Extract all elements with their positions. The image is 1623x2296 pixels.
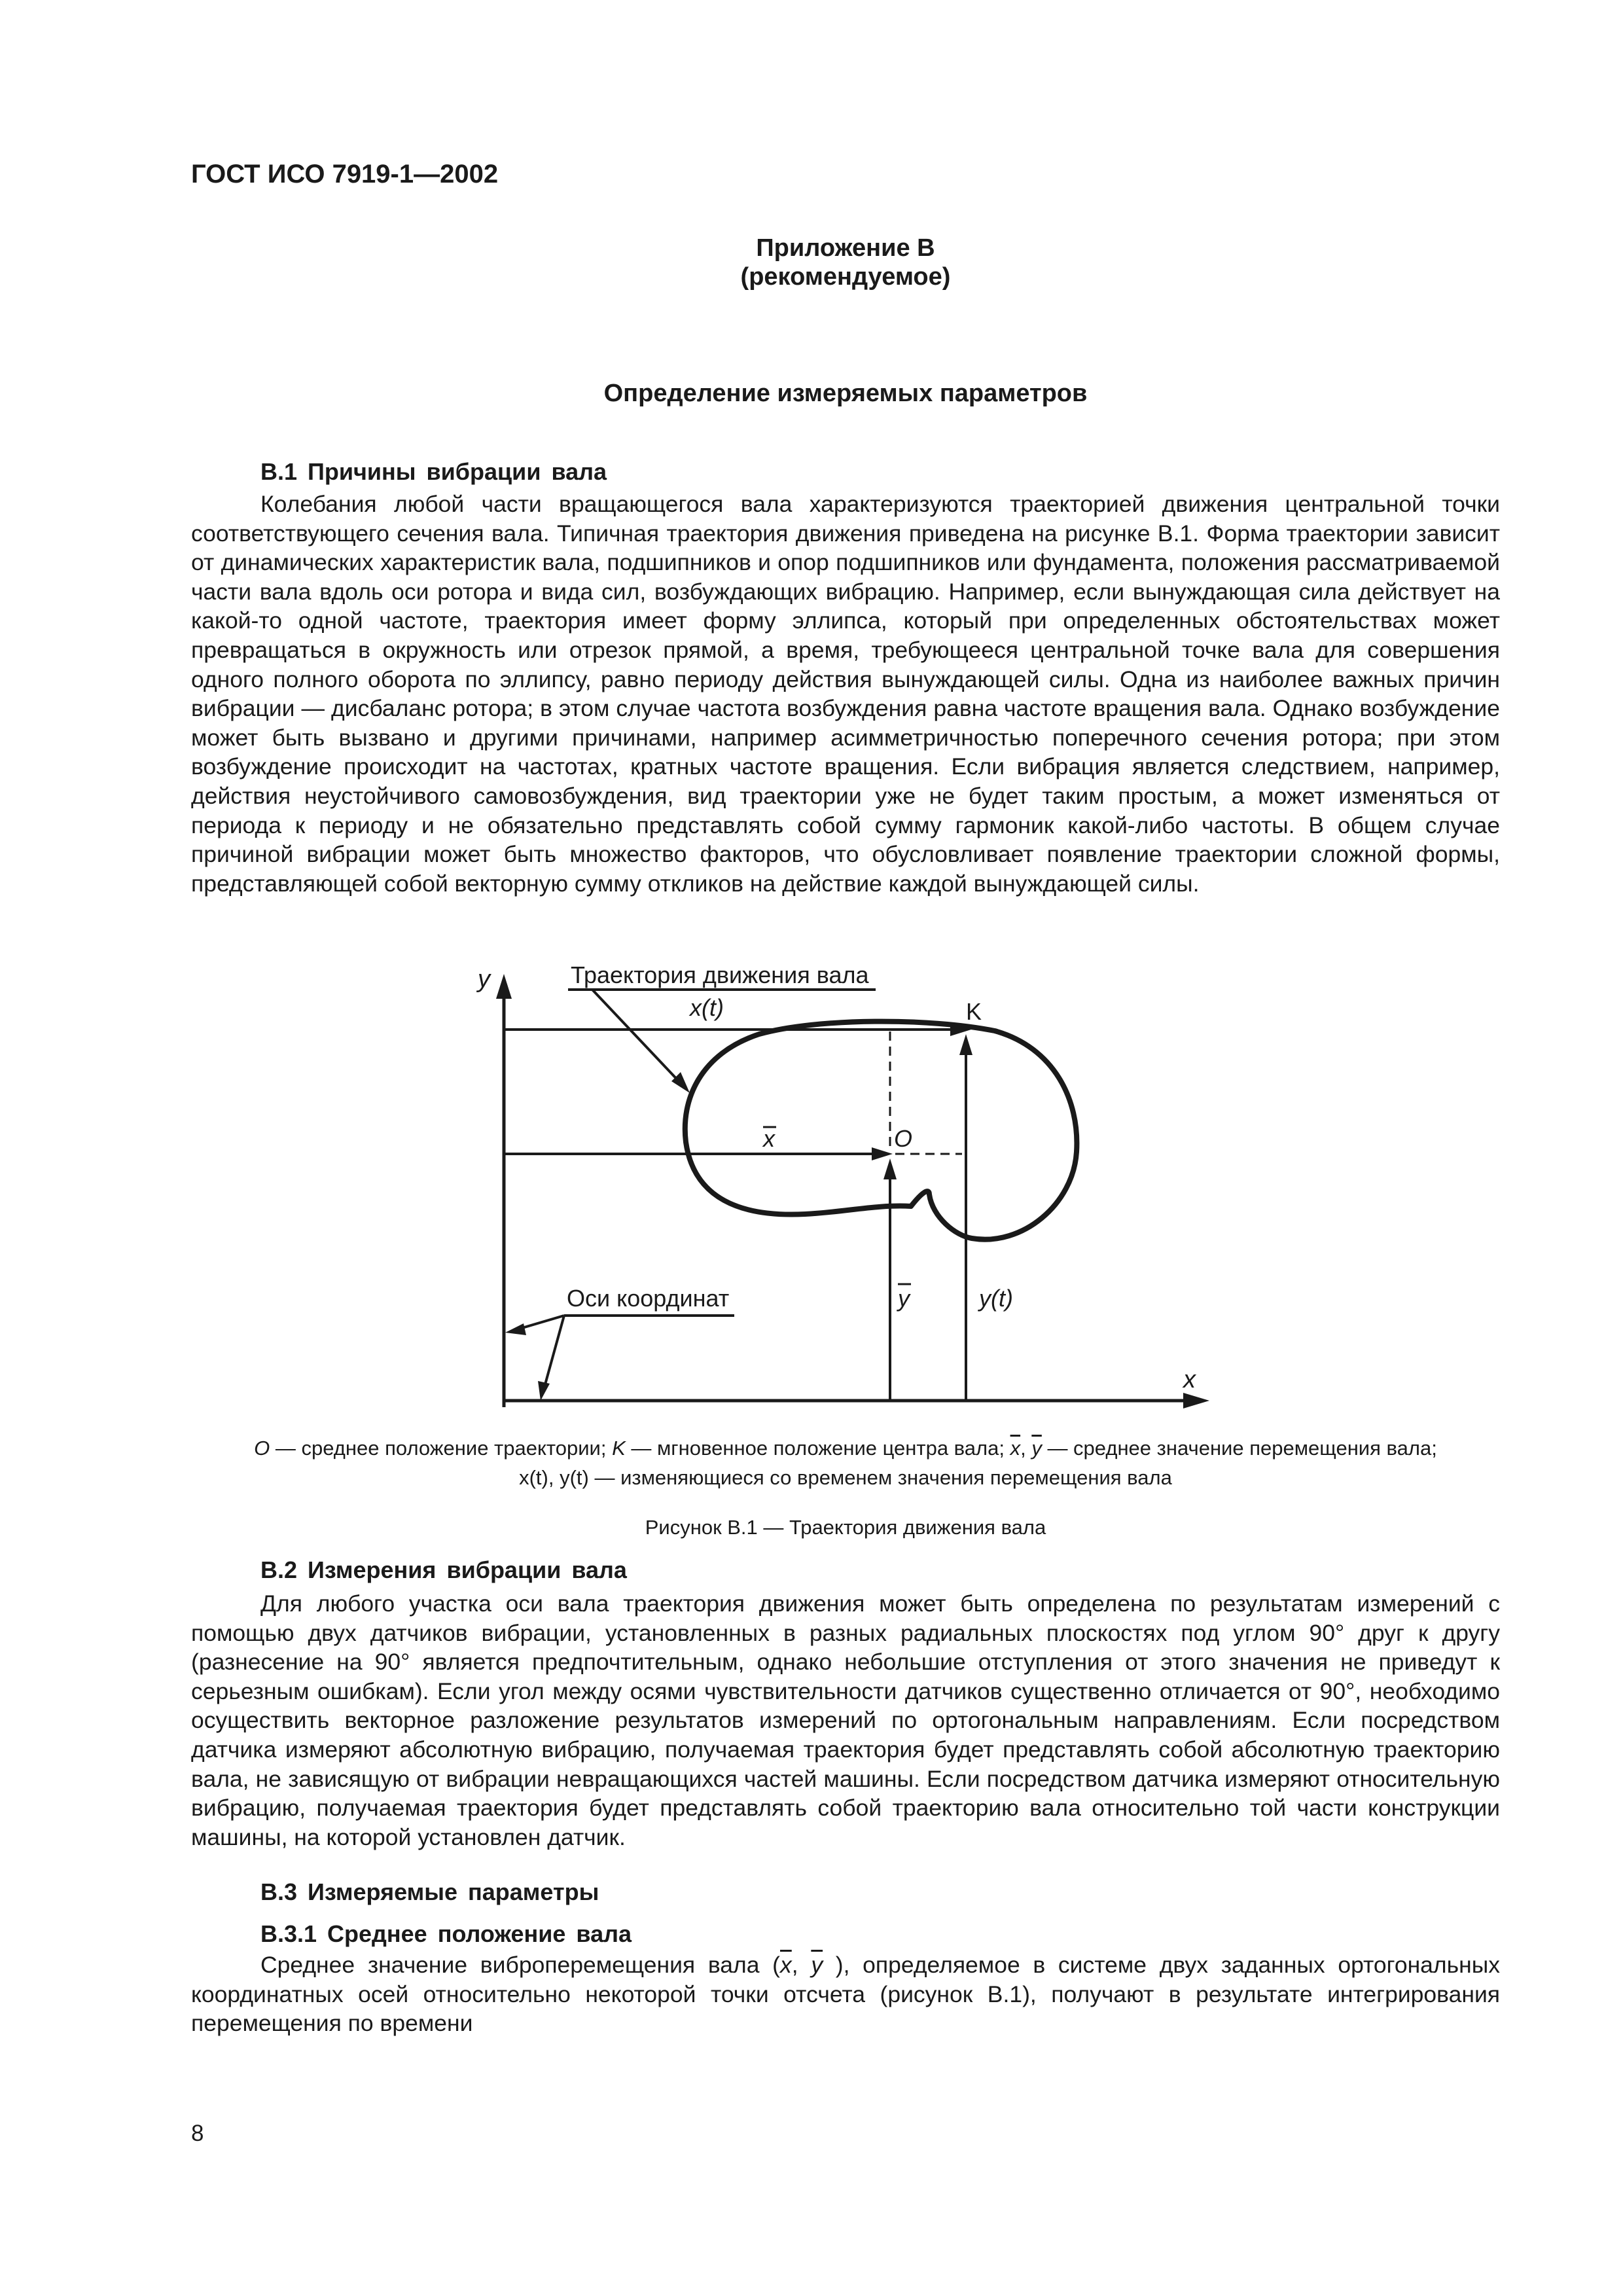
section-b3-heading: В.3 Измеряемые параметры [260, 1878, 599, 1905]
o-label: O [894, 1125, 913, 1152]
y-mean-label: y [898, 1285, 910, 1312]
figure-legend [191, 1433, 1500, 1492]
axes-leader-2 [543, 1316, 564, 1391]
xt-label: x(t) [690, 994, 724, 1021]
main-title: Определение измеряемых параметров [603, 380, 1088, 407]
axes-leader-2-arrow [538, 1381, 550, 1401]
yt-label: y(t) [979, 1285, 1013, 1312]
x-mean-arrow [872, 1147, 893, 1160]
b31-x-mean: $\overline{x}$ [780, 1952, 792, 1978]
legend-text-2: — мгновенное положение центра вала; [625, 1437, 1010, 1460]
x-axis-label: x [1183, 1366, 1196, 1393]
section-b2-text: Для любого участка оси вала траектория движения может быть определена по результатам измерений с помощью двух датчиков вибрации, установленных в разных радиальных плоскостях под углом 90° друг к другу (разнесение на 90° является предпочтительным, однако небольшие отступления от этого значения не приведут к серьезным ошибкам). Если угол между осями чувствительности датчиков существенно отличается от 90°, необходимо осуществить векторное разложение результатов измерений по ортогональным направлениям. Если посредством датчика измеряют абсолютную вибрацию, получаемая траектория будет представлять собой абсолютную траекторию вала, не зависящую от вибрации невращающихся частей машины. Если посредством датчика измеряют относительную вибрацию, получаемая траектория будет представлять собой траекторию вала относительно той части конструкции машины, на которой установлен датчик. [191, 1590, 1500, 1850]
figure-legend-line-1 [191, 1433, 1500, 1463]
legend-k: K [612, 1437, 626, 1460]
k-label: K [966, 998, 982, 1025]
legend-x-mean: $\overline{x}$ [1010, 1437, 1021, 1460]
appendix-title: Приложение В [756, 234, 935, 262]
section-b1-text: Колебания любой части вращающегося вала характеризуются траекторией движения центральной точки соответствующего сечения вала. Типичная траектория движения приведена на рисунке В.1. Форма траектории зависит от динамических характеристик вала, подшипников и опор подшипников или фундамента, положения рассматриваемой части вала вдоль оси ротора и вида сил, возбуждающих вибрацию. Например, если вынуждающая сила действует на какой-то одной частоте, траектория имеет форму эллипса, который при определенных обстоятельствах может превращаться в окружность или отрезок прямой, а время, требующееся центральной точке вала для совершения одного полного оборота по эллипсу, равно периоду действия вынуждающей силы. Одна из наиболее важных причин вибрации — дисбаланс ротора; в этом случае частота возбуждения равна частоте вращения вала. Однако возбуждение может быть вызвано и другими причинами, например асимметричностью поперечного сечения ротора; при этом возбуждение происходит на частотах, кратных частоте вращения. Если вибрация является следствием, например, действия неустойчивого самовозбуждения, вид траектории уже не будет таким простым, а может изменяться от периода к периоду и не обязательно представлять собой сумму гармоник какой-либо частоты. В общем случае причиной вибрации может быть множество факторов, что обусловливает появление траектории сложной формы, представляющей собой векторную сумму откликов на действие каждой вынуждающей силы. [191, 491, 1500, 897]
axes-label: Оси координат [567, 1285, 730, 1312]
legend-y-mean: $\overline{y}$ [1031, 1437, 1042, 1460]
x-axis-arrow [1183, 1393, 1209, 1408]
section-b1-heading: В.1 Причины вибрации вала [260, 458, 607, 485]
page-number: 8 [191, 2121, 204, 2146]
y-axis-arrow [496, 974, 512, 999]
appendix-subtitle: (рекомендуемое) [740, 263, 951, 291]
legend-o: O [254, 1437, 270, 1460]
b31-comma: , [791, 1952, 812, 1978]
section-b2-heading: В.2 Измерения вибрации вала [260, 1556, 627, 1583]
x-mean-label: x [763, 1125, 775, 1152]
legend-text-1: — среднее положение траектории; [270, 1437, 613, 1460]
figure-legend-line-2: x(t), y(t) — изменяющиеся со временем значения перемещения вала [519, 1466, 1172, 1489]
standard-code: ГОСТ ИСО 7919-1—2002 [191, 160, 499, 188]
y-axis-label: y [478, 965, 490, 993]
section-b31-heading: В.3.1 Среднее положение вала [260, 1920, 632, 1947]
legend-separator: , [1020, 1437, 1032, 1460]
yt-arrow [959, 1034, 972, 1055]
y-mean-arrow [883, 1158, 897, 1179]
b31-y-mean: $\overline{y}$ [811, 1952, 823, 1978]
trajectory-curve [685, 1022, 1077, 1240]
section-b2-body [191, 1589, 1500, 1852]
trajectory-label: Траектория движения вала [571, 961, 869, 988]
b31-text-before: Среднее значение виброперемещения вала ( [260, 1952, 781, 1978]
legend-text-3: — среднее значение перемещения вала; [1041, 1437, 1437, 1460]
figure-caption: Рисунок В.1 — Траектория движения вала [645, 1516, 1046, 1539]
section-b31-body [191, 1950, 1500, 2038]
trajectory-leader [592, 990, 682, 1085]
section-b31-text [191, 1950, 1500, 2038]
b31-text-after: ), определяемое в системе двух заданных ортогональных координатных осей относительно некоторой точки отсчета (рисунок В.1), получают в результате интегрирования перемещения по времени [191, 1952, 1501, 2037]
axes-leader-1-arrow [505, 1323, 526, 1335]
